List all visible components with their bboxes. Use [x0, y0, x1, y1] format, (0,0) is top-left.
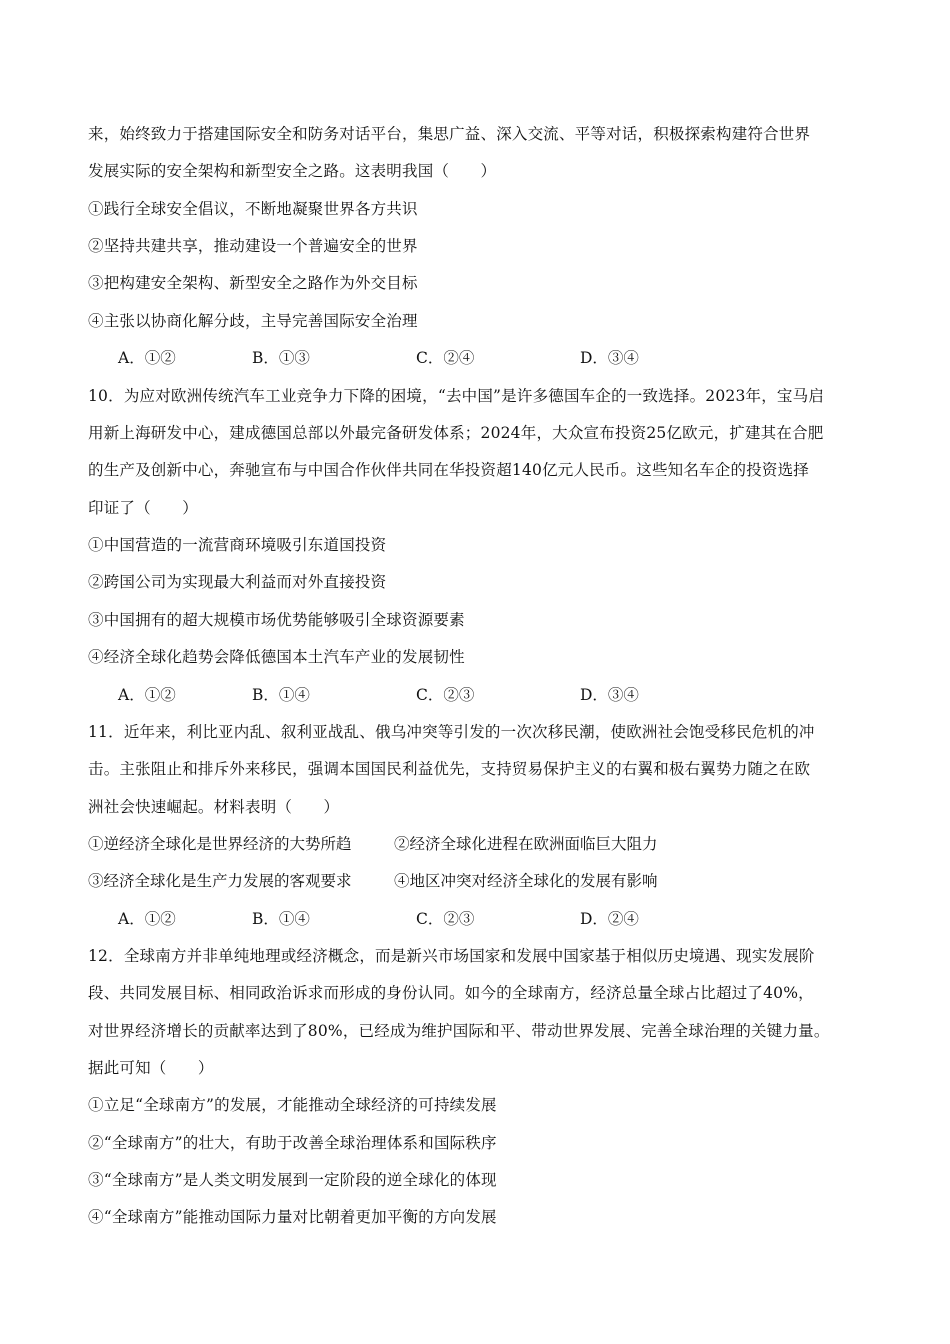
question-10-text-line-3: 的生产及创新中心，奔驰宣布与中国合作伙伴共同在华投资超140亿元人民币。这些知名车企的投资选择	[88, 461, 809, 479]
question-9-option-a[interactable]: A．①②	[118, 349, 176, 367]
question-9-item-1: ①践行全球安全倡议，不断地凝聚世界各方共识	[88, 200, 418, 218]
question-11-option-a[interactable]: A．①②	[118, 910, 176, 928]
question-9-item-3: ③把构建安全架构、新型安全之路作为外交目标	[88, 274, 418, 292]
question-9-option-c[interactable]: C．②④	[416, 349, 475, 367]
question-10-option-d[interactable]: D．③④	[580, 686, 639, 704]
question-11-item-3: ③经济全球化是生产力发展的客观要求	[88, 872, 352, 890]
question-11-option-b[interactable]: B．①④	[252, 910, 310, 928]
question-12-item-2: ②“全球南方”的壮大，有助于改善全球治理体系和国际秩序	[88, 1134, 497, 1152]
question-12-text-line-1: 12．全球南方并非单纯地理或经济概念，而是新兴市场国家和发展中国家基于相似历史境遇、现实发展阶	[88, 947, 815, 965]
question-12-item-1: ①立足“全球南方”的发展，才能推动全球经济的可持续发展	[88, 1096, 497, 1114]
question-11-text-line-3: 洲社会快速崛起。材料表明（ ）	[88, 798, 340, 816]
question-10-text-line-4: 印证了（ ）	[88, 499, 198, 517]
question-11-item-2: ②经济全球化进程在欧洲面临巨大阻力	[394, 835, 658, 853]
question-10-option-c[interactable]: C．②③	[416, 686, 475, 704]
question-10-option-b[interactable]: B．①④	[252, 686, 310, 704]
question-10-item-1: ①中国营造的一流营商环境吸引东道国投资	[88, 536, 387, 554]
question-12-text-line-4: 据此可知（ ）	[88, 1059, 214, 1077]
question-10-item-4: ④经济全球化趋势会降低德国本土汽车产业的发展韧性	[88, 648, 465, 666]
question-10-item-2: ②跨国公司为实现最大利益而对外直接投资	[88, 573, 387, 591]
question-9-item-4: ④主张以协商化解分歧，主导完善国际安全治理	[88, 312, 418, 330]
question-11-items-row-2	[88, 871, 658, 891]
question-9-option-b[interactable]: B．①③	[252, 349, 310, 367]
question-9-item-2: ②坚持共建共享，推动建设一个普遍安全的世界	[88, 237, 418, 255]
question-11-text-line-2: 击。主张阻止和排斥外来移民，强调本国国民利益优先，支持贸易保护主义的右翼和极右翼势力随之在欧	[88, 760, 811, 778]
question-9-text-line-1: 来，始终致力于搭建国际安全和防务对话平台，集思广益、深入交流、平等对话，积极探索构建符合世界	[88, 125, 811, 143]
question-12-text-line-2: 段、共同发展目标、相同政治诉求而形成的身份认同。如今的全球南方，经济总量全球占比超过了40%，	[88, 984, 814, 1002]
question-11-text-line-1: 11．近年来，利比亚内乱、叙利亚战乱、俄乌冲突等引发的一次次移民潮，使欧洲社会饱受移民危机的冲	[88, 723, 815, 741]
question-11-option-c[interactable]: C．②③	[416, 910, 475, 928]
question-11-option-d[interactable]: D．②④	[580, 910, 639, 928]
question-11-items-row-1	[88, 834, 658, 854]
question-12-text-line-3: 对世界经济增长的贡献率达到了80%，已经成为维护国际和平、带动世界发展、完善全球治理的关键力量。	[88, 1022, 830, 1040]
question-10-text-line-1: 10．为应对欧洲传统汽车工业竞争力下降的困境，“去中国”是许多德国车企的一致选择。2023年，宝马启	[88, 387, 825, 405]
question-10-text-line-2: 用新上海研发中心，建成德国总部以外最完备研发体系；2024年，大众宣布投资25亿欧元，扩建其在合肥	[88, 424, 824, 442]
question-9-text-line-2: 发展实际的安全架构和新型安全之路。这表明我国（ ）	[88, 162, 497, 180]
question-11-item-4: ④地区冲突对经济全球化的发展有影响	[394, 872, 658, 890]
question-10-item-3: ③中国拥有的超大规模市场优势能够吸引全球资源要素	[88, 611, 465, 629]
question-9-option-d[interactable]: D．③④	[580, 349, 639, 367]
question-12-item-4: ④“全球南方”能推动国际力量对比朝着更加平衡的方向发展	[88, 1208, 497, 1226]
question-10-option-a[interactable]: A．①②	[118, 686, 176, 704]
question-12-item-3: ③“全球南方”是人类文明发展到一定阶段的逆全球化的体现	[88, 1171, 497, 1189]
question-11-item-1: ①逆经济全球化是世界经济的大势所趋	[88, 835, 352, 853]
